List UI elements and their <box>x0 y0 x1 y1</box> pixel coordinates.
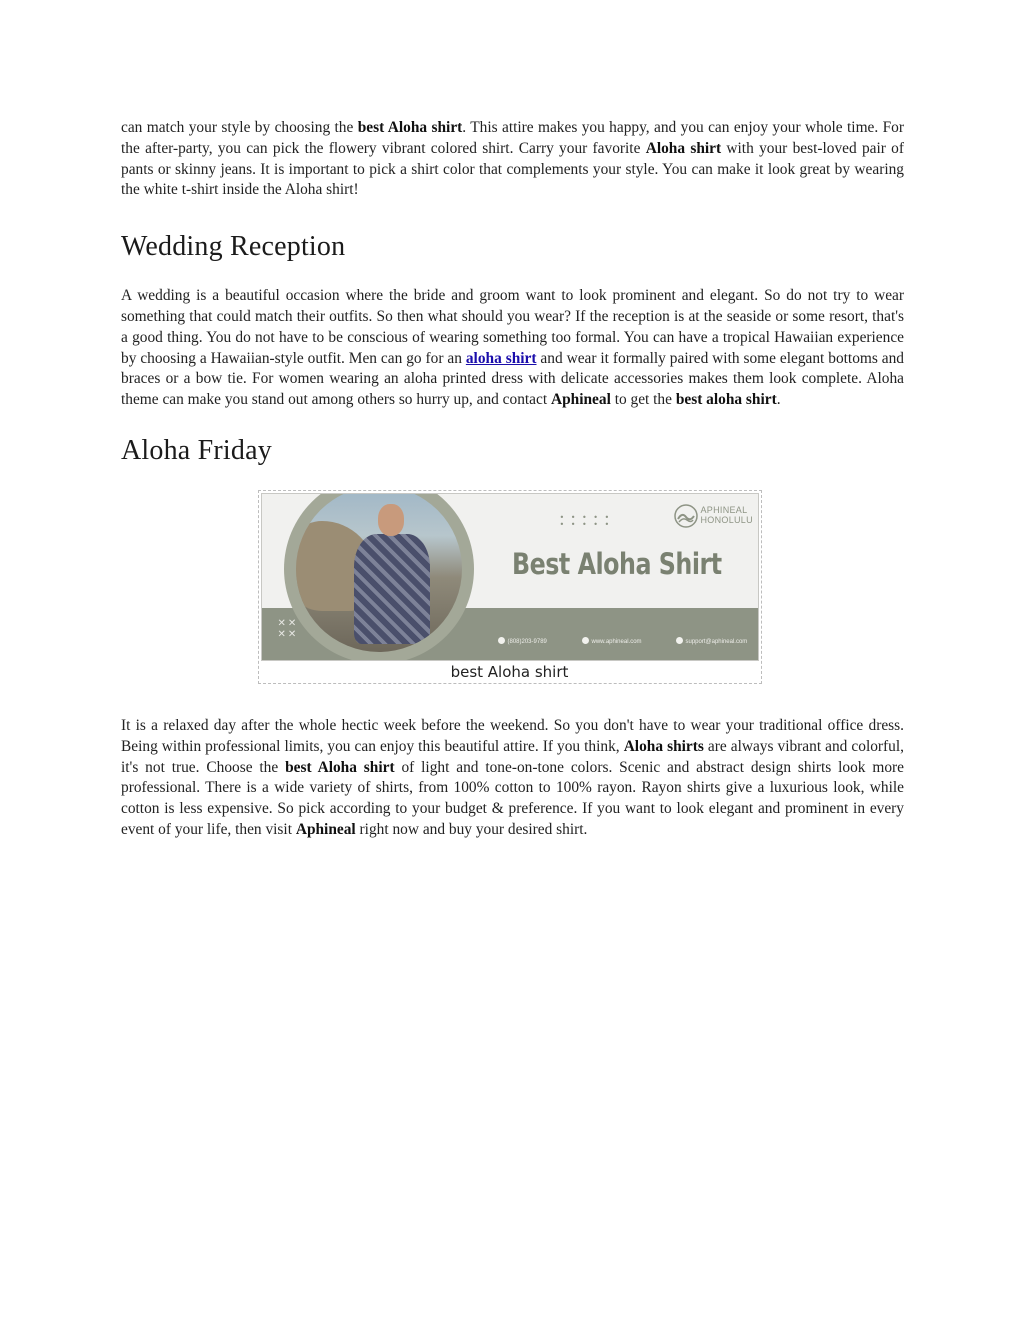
mail-icon <box>676 637 683 644</box>
text: A wedding is a beautiful occasion where the bride and groom want to look prominent and elegant. So do not try to wear something that could match their outfits. So then what should you wear? If the reception is at the seaside or some resort, that's a good thing. You do not have to be conscious of wearing something too formal. You can have a tropical Hawaiian experience by choosing a Hawaiian-style outfit. Men can go for an <box>121 287 904 367</box>
logo-line1: APHINEAL <box>700 504 748 515</box>
bold-phrase: Aloha shirts <box>623 737 704 755</box>
text: to get the <box>610 391 676 409</box>
wave-logo-icon <box>674 504 698 528</box>
banner-title: Best Aloha Shirt <box>511 546 722 581</box>
text: can match your style by choosing the <box>121 119 358 136</box>
x-marks-icon: ✕✕ ✕✕ <box>277 617 299 640</box>
bold-phrase: Aphineal <box>550 391 611 409</box>
aloha-shirt-link[interactable]: aloha shirt <box>465 349 537 367</box>
figure-caption: best Aloha shirt <box>450 662 569 681</box>
phone-icon <box>498 637 505 644</box>
document-page <box>121 118 904 841</box>
text: right now and buy your desired shirt. <box>355 820 588 838</box>
paragraph-aloha-friday <box>121 716 904 841</box>
bold-phrase: best Aloha shirt <box>357 119 463 136</box>
website-contact: www.aphineal.com <box>582 632 642 653</box>
figure <box>258 490 762 684</box>
aphineal-logo <box>674 502 756 532</box>
paragraph-wedding <box>121 286 904 411</box>
model-photo <box>296 493 462 652</box>
bold-phrase: best Aloha shirt <box>285 758 395 776</box>
bold-phrase: Aloha shirt <box>645 139 722 157</box>
dots-pattern-icon: • • • • • • • • • • <box>559 512 612 529</box>
text: . This attire makes you happy, and you can enjoy your whole time. For the after-party, you can pick the flowery vibrant colored shirt. Carry your favorite <box>121 119 904 157</box>
bold-phrase: best aloha shirt <box>675 391 777 409</box>
aloha-shirt-shape <box>354 534 430 644</box>
text: and wear it formally paired with some elegant bottoms and braces or a bow tie. For women wearing an aloha printed dress with delicate accessories makes them look complete. Aloha theme can make you stand out among others so hurry up, and contact <box>121 349 904 409</box>
text: It is a relaxed day after the whole hectic week before the weekend. So you don't have to wear your traditional office dress. Being within professional limits, you can enjoy this beautiful attire. If you think, <box>121 716 904 755</box>
logo-line2: HONOLULU <box>700 514 753 525</box>
banner-image <box>261 493 759 661</box>
heading-wedding-reception: Wedding Reception <box>121 231 346 263</box>
head-shape <box>378 504 404 536</box>
paragraph-intro <box>121 118 904 201</box>
text: of light and tone-on-tone colors. Scenic and abstract design shirts look more professional. There is a wide variety of shirts, from 100% cotton to 100% rayon. Rayon shirts give a luxurious look, while cotton is less expensive. So pick according to your budget & preference. If you want to look elegant and prominent in every event of your life, then visit <box>121 758 904 838</box>
globe-icon <box>582 637 589 644</box>
text: . <box>776 391 781 409</box>
text: with your best-loved pair of pants or skinny jeans. It is important to pick a shirt color that complements your style. You can make it look great by wearing the white t-shirt inside the Aloha shirt! <box>121 139 904 199</box>
text: are always vibrant and colorful, it's not true. Choose the <box>121 737 904 776</box>
bold-phrase: Aphineal <box>295 820 356 838</box>
heading-aloha-friday: Aloha Friday <box>121 434 272 466</box>
phone-contact: (808)203-9789 <box>498 632 547 653</box>
banner-contacts <box>498 628 758 646</box>
email-contact: support@aphineal.com <box>676 632 748 653</box>
